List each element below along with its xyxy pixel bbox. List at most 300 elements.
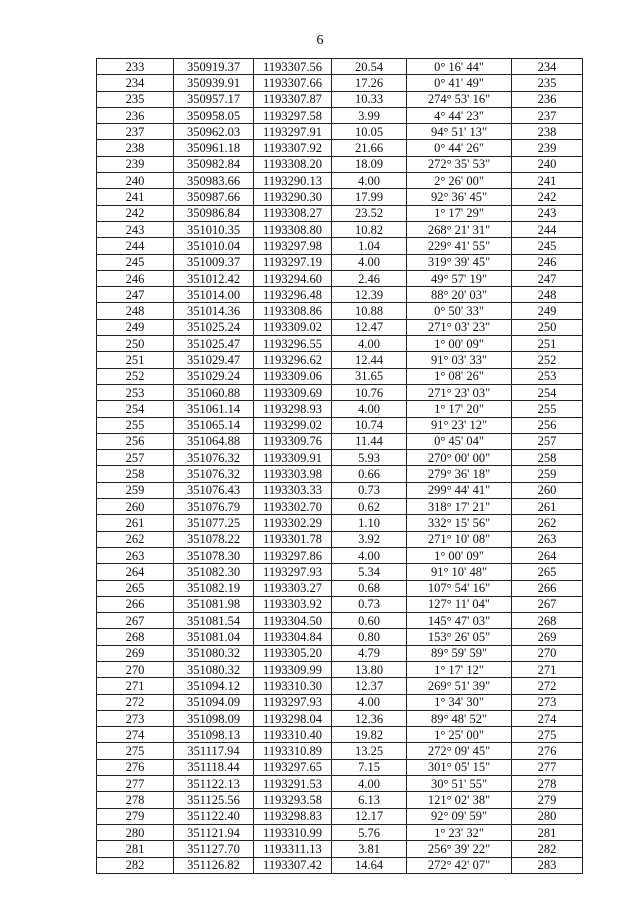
cell-distance: 0.73	[332, 482, 407, 498]
cell-bearing: 0° 41' 49"	[407, 75, 512, 91]
cell-coord-y: 1193307.42	[254, 857, 332, 873]
cell-coord-x: 351064.88	[174, 433, 254, 449]
cell-distance: 0.60	[332, 613, 407, 629]
cell-point-from: 269	[97, 645, 174, 661]
table-row	[97, 189, 583, 205]
cell-point-to: 244	[512, 221, 583, 237]
table-row	[97, 564, 583, 580]
cell-coord-y: 1193298.04	[254, 710, 332, 726]
cell-coord-y: 1193302.29	[254, 515, 332, 531]
table-row	[97, 221, 583, 237]
table-row	[97, 629, 583, 645]
cell-bearing: 107° 54' 16"	[407, 580, 512, 596]
cell-point-from: 241	[97, 189, 174, 205]
cell-coord-y: 1193296.48	[254, 287, 332, 303]
table-row	[97, 645, 583, 661]
cell-coord-y: 1193298.93	[254, 401, 332, 417]
cell-coord-x: 350986.84	[174, 205, 254, 221]
table-row	[97, 792, 583, 808]
cell-point-to: 275	[512, 727, 583, 743]
table-row	[97, 450, 583, 466]
cell-coord-y: 1193309.91	[254, 450, 332, 466]
cell-distance: 12.39	[332, 287, 407, 303]
cell-coord-y: 1193297.98	[254, 238, 332, 254]
cell-point-to: 270	[512, 645, 583, 661]
cell-point-to: 273	[512, 694, 583, 710]
cell-distance: 11.44	[332, 433, 407, 449]
cell-coord-y: 1193297.86	[254, 547, 332, 563]
cell-distance: 5.34	[332, 564, 407, 580]
cell-point-from: 247	[97, 287, 174, 303]
cell-bearing: 272° 09' 45"	[407, 743, 512, 759]
table-row	[97, 580, 583, 596]
cell-bearing: 49° 57' 19"	[407, 270, 512, 286]
table-row	[97, 499, 583, 515]
cell-point-from: 267	[97, 613, 174, 629]
cell-coord-x: 351098.13	[174, 727, 254, 743]
cell-point-from: 254	[97, 401, 174, 417]
cell-bearing: 1° 34' 30"	[407, 694, 512, 710]
table-row	[97, 173, 583, 189]
cell-coord-x: 351010.04	[174, 238, 254, 254]
cell-point-from: 266	[97, 596, 174, 612]
cell-distance: 0.73	[332, 596, 407, 612]
cell-point-from: 265	[97, 580, 174, 596]
cell-bearing: 301° 05' 15"	[407, 759, 512, 775]
cell-distance: 7.15	[332, 759, 407, 775]
cell-point-from: 244	[97, 238, 174, 254]
table-row	[97, 759, 583, 775]
cell-distance: 6.13	[332, 792, 407, 808]
table-row	[97, 368, 583, 384]
table-row	[97, 254, 583, 270]
cell-point-to: 257	[512, 433, 583, 449]
cell-coord-x: 350919.37	[174, 59, 254, 75]
cell-coord-x: 351076.32	[174, 450, 254, 466]
cell-point-from: 278	[97, 792, 174, 808]
cell-coord-y: 1193301.78	[254, 531, 332, 547]
cell-point-to: 249	[512, 303, 583, 319]
cell-bearing: 91° 23' 12"	[407, 417, 512, 433]
cell-coord-x: 350939.91	[174, 75, 254, 91]
cell-coord-y: 1193298.83	[254, 808, 332, 824]
cell-bearing: 92° 09' 59"	[407, 808, 512, 824]
cell-point-from: 281	[97, 841, 174, 857]
cell-coord-y: 1193311.13	[254, 841, 332, 857]
cell-bearing: 270° 00' 00"	[407, 450, 512, 466]
cell-coord-x: 350961.18	[174, 140, 254, 156]
cell-coord-y: 1193291.53	[254, 776, 332, 792]
cell-coord-y: 1193290.13	[254, 173, 332, 189]
cell-point-to: 264	[512, 547, 583, 563]
cell-point-from: 260	[97, 499, 174, 515]
cell-coord-x: 351009.37	[174, 254, 254, 270]
cell-distance: 1.10	[332, 515, 407, 531]
table-row	[97, 710, 583, 726]
cell-point-from: 261	[97, 515, 174, 531]
cell-coord-x: 351077.25	[174, 515, 254, 531]
cell-coord-y: 1193304.50	[254, 613, 332, 629]
table-row	[97, 482, 583, 498]
cell-bearing: 0° 45' 04"	[407, 433, 512, 449]
table-row	[97, 205, 583, 221]
cell-distance: 12.44	[332, 352, 407, 368]
cell-distance: 10.88	[332, 303, 407, 319]
cell-coord-y: 1193310.89	[254, 743, 332, 759]
cell-point-to: 239	[512, 140, 583, 156]
cell-distance: 1.04	[332, 238, 407, 254]
cell-distance: 0.62	[332, 499, 407, 515]
cell-point-to: 262	[512, 515, 583, 531]
cell-bearing: 89° 48' 52"	[407, 710, 512, 726]
cell-distance: 4.00	[332, 173, 407, 189]
cell-point-from: 237	[97, 124, 174, 140]
cell-coord-x: 351060.88	[174, 384, 254, 400]
cell-bearing: 1° 08' 26"	[407, 368, 512, 384]
cell-point-from: 273	[97, 710, 174, 726]
cell-point-to: 266	[512, 580, 583, 596]
cell-point-to: 283	[512, 857, 583, 873]
cell-bearing: 279° 36' 18"	[407, 466, 512, 482]
cell-point-to: 237	[512, 107, 583, 123]
cell-point-from: 282	[97, 857, 174, 873]
cell-bearing: 89° 59' 59"	[407, 645, 512, 661]
cell-coord-x: 350957.17	[174, 91, 254, 107]
cell-distance: 3.92	[332, 531, 407, 547]
cell-coord-y: 1193307.56	[254, 59, 332, 75]
cell-point-to: 282	[512, 841, 583, 857]
cell-distance: 4.00	[332, 776, 407, 792]
cell-coord-y: 1193308.86	[254, 303, 332, 319]
cell-point-to: 256	[512, 417, 583, 433]
cell-distance: 14.64	[332, 857, 407, 873]
cell-point-from: 234	[97, 75, 174, 91]
cell-coord-x: 351014.36	[174, 303, 254, 319]
cell-coord-y: 1193303.98	[254, 466, 332, 482]
cell-point-from: 279	[97, 808, 174, 824]
cell-point-from: 240	[97, 173, 174, 189]
table-row	[97, 107, 583, 123]
cell-point-from: 243	[97, 221, 174, 237]
cell-coord-y: 1193303.33	[254, 482, 332, 498]
cell-coord-y: 1193302.70	[254, 499, 332, 515]
cell-coord-x: 351126.82	[174, 857, 254, 873]
table-row	[97, 678, 583, 694]
cell-coord-y: 1193309.02	[254, 319, 332, 335]
cell-coord-y: 1193297.58	[254, 107, 332, 123]
cell-bearing: 271° 03' 23"	[407, 319, 512, 335]
cell-point-from: 255	[97, 417, 174, 433]
cell-point-to: 271	[512, 661, 583, 677]
cell-point-to: 280	[512, 808, 583, 824]
cell-distance: 13.25	[332, 743, 407, 759]
cell-bearing: 94° 51' 13"	[407, 124, 512, 140]
cell-distance: 18.09	[332, 156, 407, 172]
cell-point-from: 256	[97, 433, 174, 449]
cell-point-from: 262	[97, 531, 174, 547]
cell-coord-y: 1193308.20	[254, 156, 332, 172]
cell-coord-x: 351076.79	[174, 499, 254, 515]
cell-point-to: 238	[512, 124, 583, 140]
cell-coord-x: 351078.30	[174, 547, 254, 563]
table-row	[97, 336, 583, 352]
cell-coord-y: 1193305.20	[254, 645, 332, 661]
cell-point-to: 261	[512, 499, 583, 515]
page-number: 6	[316, 33, 324, 48]
cell-coord-y: 1193308.27	[254, 205, 332, 221]
table-row	[97, 75, 583, 91]
cell-point-from: 251	[97, 352, 174, 368]
cell-coord-x: 350958.05	[174, 107, 254, 123]
cell-bearing: 91° 03' 33"	[407, 352, 512, 368]
cell-distance: 23.52	[332, 205, 407, 221]
cell-coord-x: 351117.94	[174, 743, 254, 759]
cell-distance: 4.00	[332, 336, 407, 352]
cell-bearing: 145° 47' 03"	[407, 613, 512, 629]
cell-bearing: 229° 41' 55"	[407, 238, 512, 254]
cell-bearing: 0° 16' 44"	[407, 59, 512, 75]
table-row	[97, 303, 583, 319]
cell-point-from: 275	[97, 743, 174, 759]
cell-point-from: 258	[97, 466, 174, 482]
table-row	[97, 808, 583, 824]
cell-coord-y: 1193290.30	[254, 189, 332, 205]
cell-bearing: 127° 11' 04"	[407, 596, 512, 612]
cell-coord-y: 1193299.02	[254, 417, 332, 433]
cell-bearing: 1° 00' 09"	[407, 336, 512, 352]
cell-bearing: 272° 42' 07"	[407, 857, 512, 873]
cell-point-from: 235	[97, 91, 174, 107]
cell-distance: 4.00	[332, 694, 407, 710]
table-row	[97, 384, 583, 400]
cell-bearing: 1° 00' 09"	[407, 547, 512, 563]
cell-coord-x: 351098.09	[174, 710, 254, 726]
cell-point-from: 270	[97, 661, 174, 677]
cell-distance: 4.00	[332, 401, 407, 417]
cell-coord-y: 1193309.76	[254, 433, 332, 449]
cell-distance: 10.33	[332, 91, 407, 107]
cell-bearing: 4° 44' 23"	[407, 107, 512, 123]
cell-point-to: 246	[512, 254, 583, 270]
cell-distance: 31.65	[332, 368, 407, 384]
cell-point-to: 254	[512, 384, 583, 400]
cell-coord-x: 351010.35	[174, 221, 254, 237]
cell-point-to: 265	[512, 564, 583, 580]
cell-coord-x: 351065.14	[174, 417, 254, 433]
cell-bearing: 274° 53' 16"	[407, 91, 512, 107]
cell-coord-y: 1193308.80	[254, 221, 332, 237]
cell-coord-y: 1193297.93	[254, 564, 332, 580]
cell-coord-y: 1193294.60	[254, 270, 332, 286]
cell-coord-y: 1193307.92	[254, 140, 332, 156]
cell-point-from: 250	[97, 336, 174, 352]
table-row	[97, 841, 583, 857]
cell-coord-x: 351125.56	[174, 792, 254, 808]
cell-coord-x: 351025.47	[174, 336, 254, 352]
cell-bearing: 121° 02' 38"	[407, 792, 512, 808]
cell-coord-y: 1193297.91	[254, 124, 332, 140]
cell-distance: 0.66	[332, 466, 407, 482]
cell-bearing: 153° 26' 05"	[407, 629, 512, 645]
table-row	[97, 270, 583, 286]
cell-point-from: 259	[97, 482, 174, 498]
cell-point-to: 255	[512, 401, 583, 417]
cell-coord-y: 1193303.92	[254, 596, 332, 612]
cell-point-from: 238	[97, 140, 174, 156]
cell-point-to: 267	[512, 596, 583, 612]
cell-coord-x: 350983.66	[174, 173, 254, 189]
cell-coord-x: 351081.04	[174, 629, 254, 645]
cell-point-from: 276	[97, 759, 174, 775]
cell-point-from: 271	[97, 678, 174, 694]
table-row	[97, 547, 583, 563]
cell-distance: 5.93	[332, 450, 407, 466]
table-row	[97, 743, 583, 759]
cell-coord-y: 1193304.84	[254, 629, 332, 645]
table-row	[97, 596, 583, 612]
cell-bearing: 1° 23' 32"	[407, 824, 512, 840]
cell-point-to: 236	[512, 91, 583, 107]
cell-distance: 3.99	[332, 107, 407, 123]
cell-point-to: 269	[512, 629, 583, 645]
cell-coord-x: 351127.70	[174, 841, 254, 857]
cell-point-to: 281	[512, 824, 583, 840]
cell-bearing: 0° 44' 26"	[407, 140, 512, 156]
cell-distance: 13.80	[332, 661, 407, 677]
cell-point-from: 253	[97, 384, 174, 400]
cell-bearing: 332° 15' 56"	[407, 515, 512, 531]
table-row	[97, 91, 583, 107]
cell-point-to: 250	[512, 319, 583, 335]
cell-bearing: 271° 10' 08"	[407, 531, 512, 547]
cell-distance: 12.37	[332, 678, 407, 694]
cell-bearing: 1° 17' 29"	[407, 205, 512, 221]
cell-distance: 10.74	[332, 417, 407, 433]
cell-bearing: 269° 51' 39"	[407, 678, 512, 694]
cell-distance: 5.76	[332, 824, 407, 840]
cell-coord-x: 351082.19	[174, 580, 254, 596]
cell-coord-x: 351094.12	[174, 678, 254, 694]
cell-point-to: 248	[512, 287, 583, 303]
cell-distance: 20.54	[332, 59, 407, 75]
coordinates-table	[96, 58, 583, 874]
cell-bearing: 299° 44' 41"	[407, 482, 512, 498]
cell-distance: 10.05	[332, 124, 407, 140]
cell-distance: 12.47	[332, 319, 407, 335]
table-row	[97, 352, 583, 368]
cell-coord-y: 1193307.87	[254, 91, 332, 107]
cell-coord-x: 351012.42	[174, 270, 254, 286]
cell-point-from: 268	[97, 629, 174, 645]
cell-bearing: 272° 35' 53"	[407, 156, 512, 172]
cell-coord-x: 351029.47	[174, 352, 254, 368]
cell-bearing: 2° 26' 00"	[407, 173, 512, 189]
cell-point-from: 263	[97, 547, 174, 563]
cell-distance: 21.66	[332, 140, 407, 156]
cell-point-from: 248	[97, 303, 174, 319]
cell-coord-y: 1193310.30	[254, 678, 332, 694]
cell-coord-x: 351118.44	[174, 759, 254, 775]
table-row	[97, 401, 583, 417]
cell-point-to: 272	[512, 678, 583, 694]
cell-point-from: 277	[97, 776, 174, 792]
table-row	[97, 776, 583, 792]
cell-point-from: 246	[97, 270, 174, 286]
cell-point-to: 253	[512, 368, 583, 384]
table-row	[97, 466, 583, 482]
cell-coord-x: 350987.66	[174, 189, 254, 205]
cell-point-to: 276	[512, 743, 583, 759]
cell-distance: 2.46	[332, 270, 407, 286]
cell-point-to: 258	[512, 450, 583, 466]
cell-point-from: 257	[97, 450, 174, 466]
cell-point-to: 235	[512, 75, 583, 91]
cell-coord-x: 351080.32	[174, 661, 254, 677]
cell-coord-y: 1193296.55	[254, 336, 332, 352]
table-row	[97, 417, 583, 433]
cell-coord-x: 351122.13	[174, 776, 254, 792]
cell-distance: 17.99	[332, 189, 407, 205]
cell-point-to: 252	[512, 352, 583, 368]
cell-coord-y: 1193309.99	[254, 661, 332, 677]
cell-coord-y: 1193303.27	[254, 580, 332, 596]
cell-distance: 4.00	[332, 254, 407, 270]
table-row	[97, 613, 583, 629]
cell-point-to: 247	[512, 270, 583, 286]
cell-point-to: 268	[512, 613, 583, 629]
cell-coord-y: 1193297.93	[254, 694, 332, 710]
cell-point-from: 236	[97, 107, 174, 123]
cell-coord-y: 1193310.40	[254, 727, 332, 743]
cell-bearing: 1° 25' 00"	[407, 727, 512, 743]
cell-coord-y: 1193307.66	[254, 75, 332, 91]
cell-point-to: 278	[512, 776, 583, 792]
cell-distance: 10.82	[332, 221, 407, 237]
cell-coord-x: 351076.43	[174, 482, 254, 498]
cell-coord-x: 351082.30	[174, 564, 254, 580]
cell-point-to: 234	[512, 59, 583, 75]
cell-coord-x: 351061.14	[174, 401, 254, 417]
table-row	[97, 59, 583, 75]
cell-distance: 10.76	[332, 384, 407, 400]
cell-coord-y: 1193297.65	[254, 759, 332, 775]
cell-bearing: 0° 50' 33"	[407, 303, 512, 319]
cell-distance: 12.17	[332, 808, 407, 824]
cell-point-from: 242	[97, 205, 174, 221]
cell-coord-y: 1193297.19	[254, 254, 332, 270]
cell-point-to: 277	[512, 759, 583, 775]
cell-distance: 17.26	[332, 75, 407, 91]
table-row	[97, 531, 583, 547]
table-row	[97, 694, 583, 710]
cell-coord-x: 351076.32	[174, 466, 254, 482]
cell-distance: 3.81	[332, 841, 407, 857]
cell-distance: 0.80	[332, 629, 407, 645]
cell-point-to: 274	[512, 710, 583, 726]
cell-point-to: 240	[512, 156, 583, 172]
table-row	[97, 156, 583, 172]
cell-distance: 19.82	[332, 727, 407, 743]
cell-bearing: 30° 51' 55"	[407, 776, 512, 792]
cell-coord-x: 351029.24	[174, 368, 254, 384]
cell-coord-x: 351081.98	[174, 596, 254, 612]
cell-bearing: 256° 39' 22"	[407, 841, 512, 857]
cell-coord-x: 351025.24	[174, 319, 254, 335]
cell-point-from: 280	[97, 824, 174, 840]
cell-coord-y: 1193310.99	[254, 824, 332, 840]
cell-distance: 4.00	[332, 547, 407, 563]
cell-point-to: 245	[512, 238, 583, 254]
